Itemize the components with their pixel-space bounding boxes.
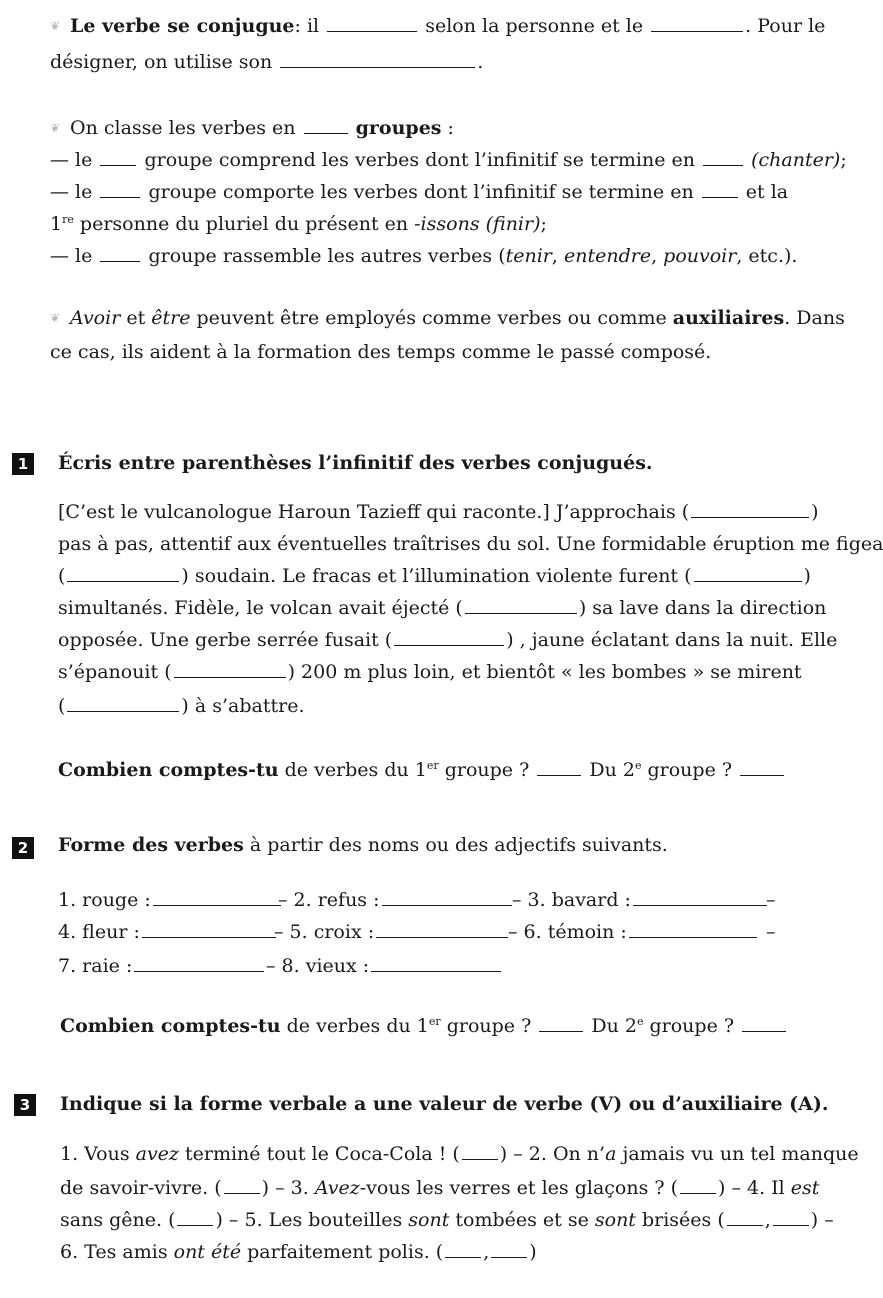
ex1-line: s’épanouit ( ) 200 m plus loin, et bientôt « les bombes » se mirent — [58, 661, 802, 683]
exercise-number-badge: 3 — [14, 1094, 36, 1116]
ex3-line: de savoir-vivre. ( ) – 3. Avez-vous les verres et les glaçons ? ( ) – 4. Il est — [60, 1177, 820, 1199]
fill-blank[interactable] — [67, 695, 179, 712]
ex2-item: – 8. vieux : — [266, 954, 503, 978]
fill-blank[interactable] — [445, 1241, 481, 1258]
ex2-item: – 5. croix : — [274, 920, 510, 944]
ex2-item: – 2. refus : — [278, 888, 514, 912]
fill-blank[interactable] — [224, 1177, 260, 1194]
ex1-line: ( ) soudain. Le fracas et l’illumination violente furent ( ) — [58, 565, 811, 587]
fill-blank[interactable] — [462, 1143, 498, 1160]
fill-blank[interactable] — [327, 15, 417, 32]
ex2-dash: – — [766, 921, 776, 943]
rule2-line3: — le groupe comporte les verbes dont l’infinitif se termine en et la — [50, 181, 789, 203]
ex1-line: simultanés. Fidèle, le volcan avait éjecté ( ) sa lave dans la direction — [58, 597, 827, 619]
fill-blank[interactable] — [100, 181, 140, 198]
ex2-item: – 3. bavard : — [512, 888, 769, 912]
fill-blank[interactable] — [100, 245, 140, 262]
rule1-line2: désigner, on utilise son . — [50, 51, 484, 73]
bullet-icon: ❦ — [50, 19, 61, 33]
ex1-line: [C’est le vulcanologue Haroun Tazieff qui raconte.] J’approchais ( ) — [58, 501, 819, 523]
fill-blank[interactable] — [691, 501, 809, 518]
fill-blank[interactable] — [727, 1209, 763, 1226]
bullet-icon: ❦ — [50, 311, 61, 325]
fill-blank[interactable] — [703, 149, 743, 166]
rule2-line4: 1re personne du pluriel du présent en -issons (finir); — [50, 213, 547, 235]
fill-blank[interactable] — [280, 51, 475, 68]
ex2-count-question: Combien comptes-tu de verbes du 1er groupe ? Du 2e groupe ? — [60, 1014, 788, 1038]
fill-blank[interactable] — [773, 1209, 809, 1226]
fill-blank[interactable] — [134, 955, 264, 972]
fill-blank[interactable] — [177, 1209, 213, 1226]
fill-blank[interactable] — [537, 759, 581, 776]
fill-blank[interactable] — [539, 1015, 583, 1032]
fill-blank[interactable] — [694, 565, 802, 582]
fill-blank[interactable] — [174, 661, 286, 678]
rule3-line1: ❦ Avoir et être peuvent être employés comme verbes ou comme auxiliaires. Dans — [50, 307, 845, 329]
rule3-line2: ce cas, ils aident à la formation des temps comme le passé composé. — [50, 341, 712, 363]
ex3-line: sans gêne. ( ) – 5. Les bouteilles sont tombées et se sont brisées ( , ) – — [60, 1209, 834, 1231]
fill-blank[interactable] — [142, 921, 276, 938]
ex2-dash: – — [766, 889, 776, 911]
exercise-number-badge: 1 — [12, 453, 34, 475]
exercise-number-badge: 2 — [12, 837, 34, 859]
rule1-title: Le verbe se conjugue — [70, 15, 295, 37]
ex1-count-question: Combien comptes-tu de verbes du 1er groupe ? Du 2e groupe ? — [58, 758, 786, 782]
ex2-item: 7. raie : — [58, 954, 266, 978]
fill-blank[interactable] — [304, 117, 348, 134]
fill-blank[interactable] — [680, 1177, 716, 1194]
exercise-1-title: Écris entre parenthèses l’infinitif des verbes conjugués. — [58, 452, 653, 474]
fill-blank[interactable] — [633, 889, 767, 906]
fill-blank[interactable] — [491, 1241, 527, 1258]
fill-blank[interactable] — [742, 1015, 786, 1032]
fill-blank[interactable] — [153, 889, 281, 906]
fill-blank[interactable] — [629, 921, 757, 938]
fill-blank[interactable] — [651, 15, 743, 32]
ex1-line: opposée. Une gerbe serrée fusait ( ) , jaune éclatant dans la nuit. Elle — [58, 629, 838, 651]
fill-blank[interactable] — [100, 149, 136, 166]
fill-blank[interactable] — [67, 565, 179, 582]
fill-blank[interactable] — [382, 889, 512, 906]
rule2-line2: — le groupe comprend les verbes dont l’infinitif se termine en (chanter); — [50, 149, 847, 171]
ex2-item: 1. rouge : — [58, 888, 283, 912]
exercise-2-title: Forme des verbes à partir des noms ou des adjectifs suivants. — [58, 834, 668, 856]
bullet-icon: ❦ — [50, 121, 61, 135]
ex2-item: 4. fleur : — [58, 920, 278, 944]
fill-blank[interactable] — [740, 759, 784, 776]
rule1-line1: ❦ Le verbe se conjugue: il selon la personne et le . Pour le — [50, 15, 826, 37]
fill-blank[interactable] — [702, 181, 738, 198]
fill-blank[interactable] — [394, 629, 504, 646]
rule2-line5: — le groupe rassemble les autres verbes (tenir, entendre, pouvoir, etc.). — [50, 245, 798, 267]
rule2-line1: ❦ On classe les verbes en groupes : — [50, 117, 454, 139]
ex2-item: – 6. témoin : — [508, 920, 759, 944]
exercise-3-title: Indique si la forme verbale a une valeur de verbe (V) ou d’auxiliaire (A). — [60, 1093, 829, 1115]
ex3-line: 6. Tes amis ont été parfaitement polis. ( , ) — [60, 1241, 537, 1263]
fill-blank[interactable] — [376, 921, 508, 938]
fill-blank[interactable] — [465, 597, 577, 614]
ex1-line: pas à pas, attentif aux éventuelles traîtrises du sol. Une formidable éruption me figea — [58, 533, 883, 555]
ex1-line: ( ) à s’abattre. — [58, 695, 305, 717]
ex3-line: 1. Vous avez terminé tout le Coca-Cola ! ( ) – 2. On n’a jamais vu un tel manque — [60, 1143, 859, 1165]
fill-blank[interactable] — [371, 955, 501, 972]
